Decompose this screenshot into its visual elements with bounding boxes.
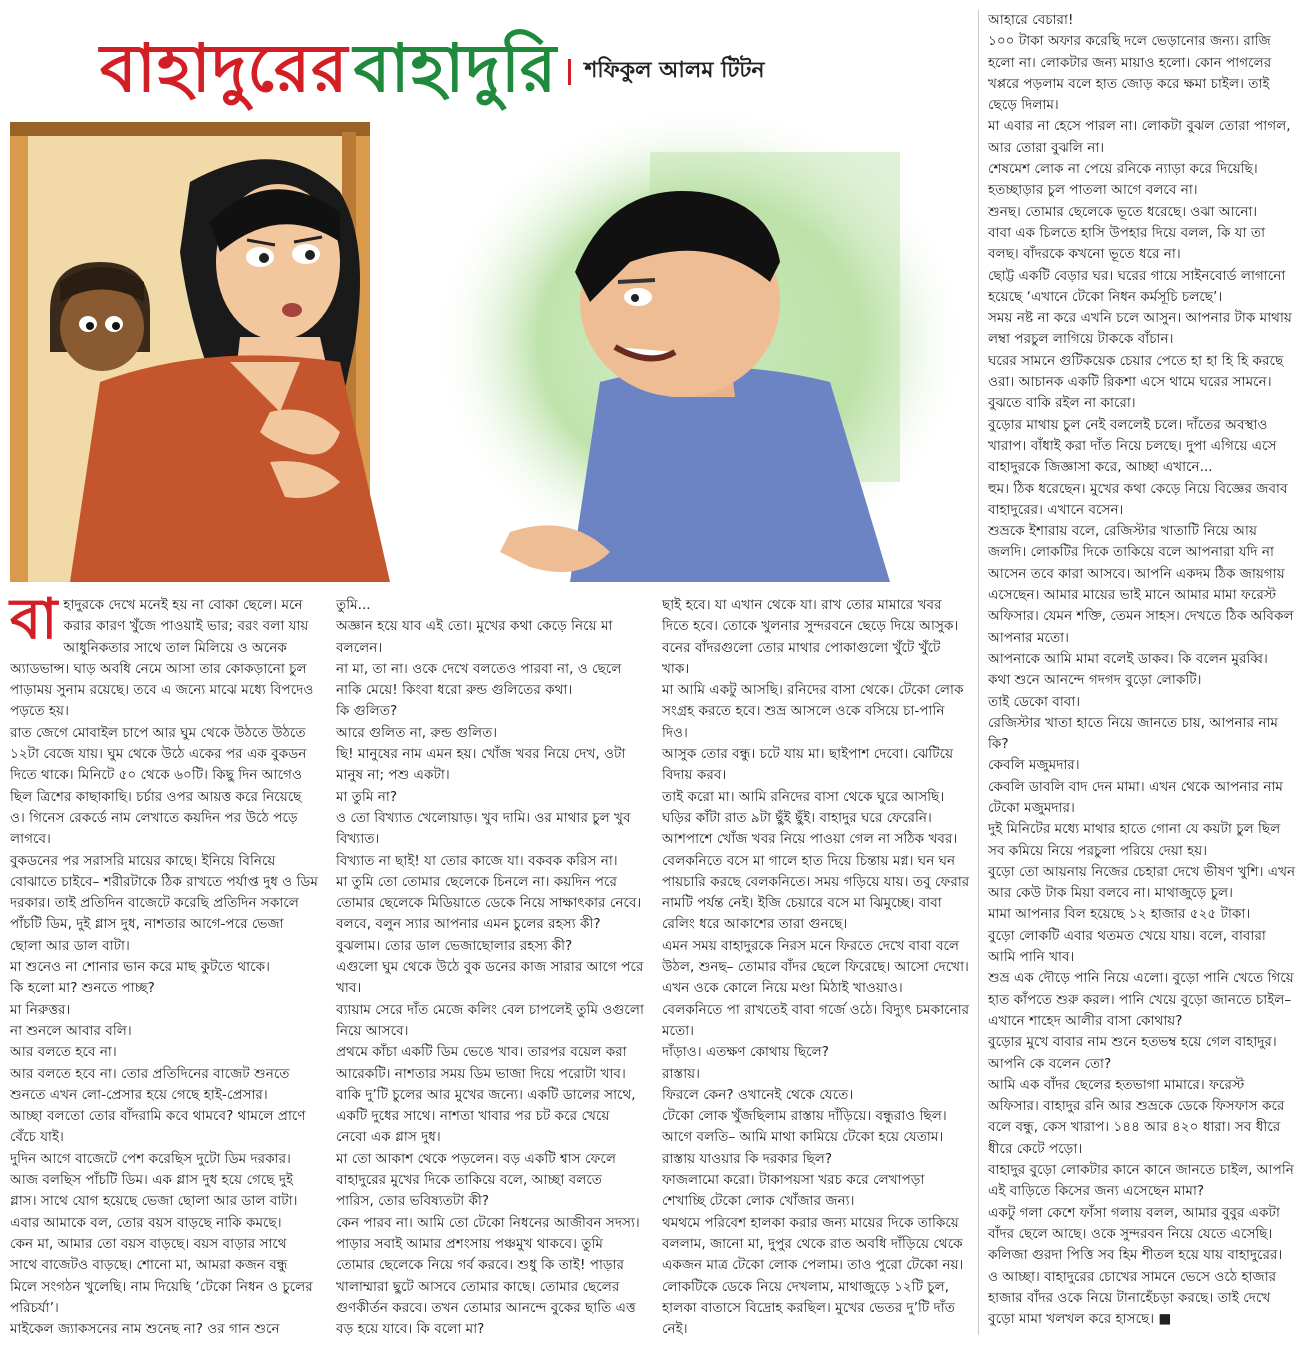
author-byline: শফিকুল আলম টিটন [584,58,765,83]
drop-cap: বা [10,587,58,652]
cartoon-scene-illustration [10,112,970,582]
column-rule [978,10,979,1335]
article-column-3: ছাই হবে। যা এখান থেকে যা। রাখ তোর মামারে খবর দিতে হবে। তোকে খুলনার সুন্দরবনে ছেড়ে দিয়ে আসুক। বনের বাঁদরগুলো তোর মাথার পোকাগুলো খুঁটে খুঁটে খাক। মা আমি একটু আসছি। রনিদের বাসা থেকে। টেকো লোক সংগ্রহ করতে হবে। শুভ্র আসলে ওকে বসিয়ে চা-পানি দিও। আসুক তোর বন্ধু। চটে যায় মা। ছাইপাশ দেবো। ঝেটিয়ে বিদায় করব। তাই করো মা। আমি রনিদের বাসা থেকে ঘুরে আসছি। ঘড়ির কাঁটা রাত ৯টা ছুঁই ছুঁই। বাহাদুর ঘরে ফেরেনি। আশপাশে খোঁজ খবর নিয়ে পাওয়া গেল না সঠিক খবর। বেলকনিতে বসে মা গালে হাত দিয়ে চিন্তায় মগ্ন। ঘন ঘন পায়চারি করছে বেলকনিতে। সময় গড়িয়ে যায়। তবু ফেরার নামটি পর্যন্ত নেই। ইজি চেয়ারে বসে মা ঝিমুচ্ছে। বাবা রেলিং ধরে আকাশের তারা গুনছে। এমন সময় বাহাদুরকে নিরস মনে ফিরতে দেখে বাবা বলে উঠল, শুনছ– তোমার বাঁদর ছেলে ফিরেছে। আসো দেখো। এখন ওকে কোলে নিয়ে মণ্ডা মিঠাই খাওয়াও। বেলকনিতে পা রাখতেই বাবা গর্জে ওঠে। বিদ্যুৎ চমকানোর মতো। দাঁড়াও। এতক্ষণ কোথায় ছিলে? রাস্তায়। ফিরলে কেন? ওখানেই থেকে যেতে। টেকো লোক খুঁজছিলাম রাস্তায় দাঁড়িয়ে। বন্ধুরাও ছিল। আগে বলতি– আমি মাথা কামিয়ে টেকো হয়ে যেতাম। রাস্তায় যাওয়ার কি দরকার ছিল? ফাজলামো করো। টাকাপয়সা খরচ করে লেখাপড়া শেখাচ্ছি টেকো লোক খোঁজার জন্য। থমথমে পরিবেশ হালকা করার জন্য মায়ের দিকে তাকিয়ে বললাম, জানো মা, দুপুর থেকে রাত অবধি দাঁড়িয়ে থেকে একজন মাত্র টেকো লোক পেলাম। তাও পুরো টেকো নয়। লোকটিকে ডেকে নিয়ে দেখলাম, মাথাজুড়ে ১২টি চুল, হালকা বাতাসে বিদ্রোহ করছিল। মুখের ভেতর দু’টি দাঁত নেই। [662,597,970,1338]
title-part-red: বাহাদুরের [100,30,349,107]
article-column-2: তুমি... অজ্ঞান হয়ে যাব এই তো। মুখের কথা কেড়ে নিয়ে মা বললেন। না মা, তা না। ওকে দেখে বলতেও পারবা না, ও ছেলে নাকি মেয়ে! কিংবা ধরো রুন্ড গুলিতের কথা। কি গুলিত? আরে গুলিত না, রুন্ড গুলিত। ছি! মানুষের নাম এমন হয়। খোঁজ খবর নিয়ে দেখ, ওটা মানুষ না; পশু একটা। মা তুমি না? ও তো বিখ্যাত খেলোয়াড়। খুব দামি। ওর মাথার চুল খুব বিখ্যাত। বিখ্যাত না ছাই! যা তোর কাজে যা। বকবক করিস না। মা তুমি তো তোমার ছেলেকে চিনলে না। কয়দিন পরে তোমার ছেলেকে মিডিয়াতে ডেকে নিয়ে সাক্ষাৎকার নেবে। বলবে, বলুন স্যার আপনার এমন চুলের রহস্য কী? বুঝলাম। তোর ডাল ভেজাছোলার রহস্য কী? এগুলো ঘুম থেকে উঠে বুক ডনের কাজ সারার আগে পরে খাব। ব্যায়াম সেরে দাঁত মেজে কলিং বেল চাপলেই তুমি ওগুলো নিয়ে আসবে। প্রথমে কাঁচা একটি ডিম ভেঙে খাব। তারপর বয়েল করা আরেকটি। নাশতার সময় ডিম ভাজা দিয়ে পরোটা খাব। বাকি দু’টি চুলের আর মুখের জন্যে। একটি ডালের সাথে, একটি দুধের সাথে। নাশতা খাবার পর চট করে খেয়ে নেবো এক গ্লাস দুধ। মা তো আকাশ থেকে পড়লেন। বড় একটি শ্বাস ফেলে বাহাদুরের মুখের দিকে তাকিয়ে বলে, আচ্ছা বলতে পারিস, তোর ভবিষ্যতটা কী? কেন পারব না। আমি তো টেকো নিধনের আজীবন সদস্য। পাড়ার সবাই আমার প্রশংসায় পঞ্চমুখ থাকবে। তুমি তোমার ছেলেকে নিয়ে গর্ব করবে। শুধু কি তাই! পাড়ার খালাম্মারা ছুটে আসবে তোমার কাছে। তোমার ছেলের গুণকীর্তন করবে। তখন তোমার আনন্দে বুকের ছাতি এত্ত বড় হয়ে যাবে। কি বলো মা? [336,597,644,1338]
title-divider [568,59,571,85]
article-title [100,18,960,108]
column-1-text: হাদুরকে দেখে মনেই হয় না বোকা ছেলে। মনে করার কারণ খুঁজে পাওয়াই ভার; বরং বলা যায় আধুনিকতার সাথে তাল মিলিয়ে ও অনেক অ্যাডভান্স। ঘাড় অবধি নেমে আসা তার কোকড়ানো চুল পাড়াময় সুনাম রয়েছে। তবে এ জন্যে মাঝে মধ্যে বিপদেও পড়তে হয়। রাত জেগে মোবাইল চাপে আর ঘুম থেকে উঠতে উঠতে ১২টা বেজে যায়। ঘুম থেকে উঠে একের পর এক বুকডন দিতে থাকে। মিনিটে ৫০ থেকে ৬০টি। কিছু দিন আগেও ছিল ত্রিশের কাছাকাছি। চর্চার ওপর আয়ত্ত করে নিয়েছে ও। গিনেস রেকর্ডে নাম লেখাতে কয়দিন পর উঠে পড়ে লাগবে। বুকডনের পর সরাসরি মায়ের কাছে। ইনিয়ে বিনিয়ে বোঝাতে চাইবে– শরীরটাকে ঠিক রাখতে পর্যাপ্ত দুধ ও ডিম দরকার। তাই প্রতিদিন বাজেটে করেছি প্রতিদিন সকালে পাঁচটি ডিম, দুই গ্লাস দুধ, নাশতার আগে-পরে ভেজা ছোলা আর ডাল বাটা। মা শুনেও না শোনার ভান করে মাছ কুটতে থাকে। কি হলো মা? শুনতে পাচ্ছ? মা নিরুত্তর। না শুনলে আবার বলি। আর বলতে হবে না। আর বলতে হবে না। তোর প্রতিদিনের বাজেট শুনতে শুনতে এখন লো-প্রেসার হয়ে গেছে হাই-প্রেসার। আচ্ছা বলতো তোর বাঁদরামি কবে থামবে? থামলে প্রাণে বেঁচে যাই। দুদিন আগে বাজেটে পেশ করেছিস দুটো ডিম দরকার। আজ বলছিস পাঁচটি ডিম। এক গ্লাস দুধ হয়ে গেছে দুই গ্লাস। সাথে যোগ হয়েছে ভেজা ছোলা আর ডাল বাটা। এবার আমাকে বল, তোর বয়স বাড়ছে নাকি কমছে। কেন মা, আমার তো বয়স বাড়ছে। বয়স বাড়ার সাথে সাথে বাজেটও বাড়ছে। শোনো মা, আমরা কজন বন্ধু মিলে সংগঠন খুলেছি। নাম দিয়েছি ‘টেকো নিধন ও চুলের পরিচর্যা’। মাইকেল জ্যাকসনের নাম শুনেছ না? ওর গান শুনে [10,597,318,1338]
article-column-1 [10,587,318,1340]
article-column-4: আহারে বেচারা! ১০০ টাকা অফার করেছি দলে ভেড়ানোর জন্য। রাজি হলো না। লোকটার জন্য মায়াও হলো। কোন পাগলের খপ্পরে পড়লাম বলে হাত জোড় করে ক্ষমা চাইল। তাই ছেড়ে দিলাম। মা এবার না হেসে পারল না। লোকটা বুঝল তোরা পাগল, আর তোরা বুঝলি না। শেষমেশ লোক না পেয়ে রনিকে ন্যাড়া করে দিয়েছি। হতচ্ছাড়ার চুল পাতলা আগে বলবে না। শুনছ। তোমার ছেলেকে ভূতে ধরেছে। ওঝা আনো। বাবা এক চিলতে হাসি উপহার দিয়ে বলল, কি যা তা বলছ। বাঁদরকে কখনো ভূতে ধরে না। ছোট্ট একটি বেড়ার ঘর। ঘরের গায়ে সাইনবোর্ড লাগানো হয়েছে ‘এখানে টেকো নিধন কর্মসূচি চলছে’। সময় নষ্ট না করে এখনি চলে আসুন। আপনার টাক মাথায় লম্বা পরচুল লাগিয়ে টাককে বাঁচান। ঘরের সামনে গুটিকয়েক চেয়ার পেতে হা হা হি হি করছে ওরা। আচানক একটি রিকশা এসে থামে ঘরের সামনে। বুঝতে বাকি রইল না কারো। বুড়োর মাথায় চুল নেই বললেই চলে। দাঁতের অবস্থাও খারাপ। বাঁধাই করা দাঁত নিয়ে চলছে। দুপা এগিয়ে এসে বাহাদুরকে জিজ্ঞাসা করে, আচ্ছা এখানে... হুম। ঠিক ধরেছেন। মুখের কথা কেড়ে নিয়ে বিজ্ঞের জবাব বাহাদুরের। এখানে বসেন। শুভ্রকে ইশারায় বলে, রেজিস্টার খাতাটি নিয়ে আয় জলদি। লোকটির দিকে তাকিয়ে বলে আপনারা যদি না আসেন তবে কারা আসবে। আপনি একদম ঠিক জায়গায় এসেছেন। আমার মায়ের ভাই মানে আমার মামা ফরেস্ট অফিসার। যেমন শক্তি, তেমন সাহস। দেখতে ঠিক অবিকল আপনার মতো। আপনাকে আমি মামা বলেই ডাকব। কি বলেন মুরব্বি। কথা শুনে আনন্দে গদগদ বুড়ো লোকটি। তাই ডেকো বাবা। রেজিস্টার খাতা হাতে নিয়ে জানতে চায়, আপনার নাম কি? কেবলি মজুমদার। কেবলি ডাবলি বাদ দেন মামা। এখন থেকে আপনার নাম টেকো মজুমদার। দুই মিনিটের মধ্যে মাথার হাতে গোনা যে কয়টা চুল ছিল সব কমিয়ে নিয়ে পরচুলা পরিয়ে দেয়া হয়। বুড়ো তো আয়নায় নিজের চেহারা দেখে ভীষণ খুশি। এখন আর কেউ টাক মিয়া বলবে না। মাথাজুড়ে চুল। মামা আপনার বিল হয়েছে ১২ হাজার ৫২৫ টাকা। বুড়ো লোকটি এবার থতমত খেয়ে যায়। বলে, বাবারা আমি পানি খাব। শুভ্র এক দৌড়ে পানি নিয়ে এলো। বুড়ো পানি খেতে গিয়ে হাত কাঁপতে শুরু করল। পানি খেয়ে বুড়ো জানতে চাইল– এখানে শাহেদ আলীর বাসা কোথায়? বুড়োর মুখে বাবার নাম শুনে হতভম্ব হয়ে গেল বাহাদুর। আপনি কে বলেন তো? আমি এক বাঁদর ছেলের হতভাগা মামারে। ফরেস্ট অফিসার। বাহাদুর রনি আর শুভ্রকে ডেকে ফিসফাস করে বলে বন্ধু, কেস খারাপ। ১৪৪ আর ৪২০ ধারা। সব ধীরে ধীরে কেটে পড়ো। বাহাদুর বুড়ো লোকটার কানে কানে জানতে চাইল, আপনি এই বাড়িতে কিসের জন্য এসেছেন মামা? একটু গলা কেশে ফাঁসা গলায় বলল, আমার বুবুর একটা বাঁদর ছেলে আছে। ওকে সুন্দরবন নিয়ে যেতে এসেছি। কলিজা গুরদা পিত্তি সব হিম শীতল হয়ে যায় বাহাদুরের। ও আচ্ছা। বাহাদুরের চোখের সামনে ভেসে ওঠে হাজার হাজার বাঁদর ওকে নিয়ে টানাহেঁচড়া করছে। তাই দেখে বুড়ো মামা খলখল করে হাসছে। ■ [988,12,1296,1328]
title-part-green: বাহাদুরি [353,30,558,107]
